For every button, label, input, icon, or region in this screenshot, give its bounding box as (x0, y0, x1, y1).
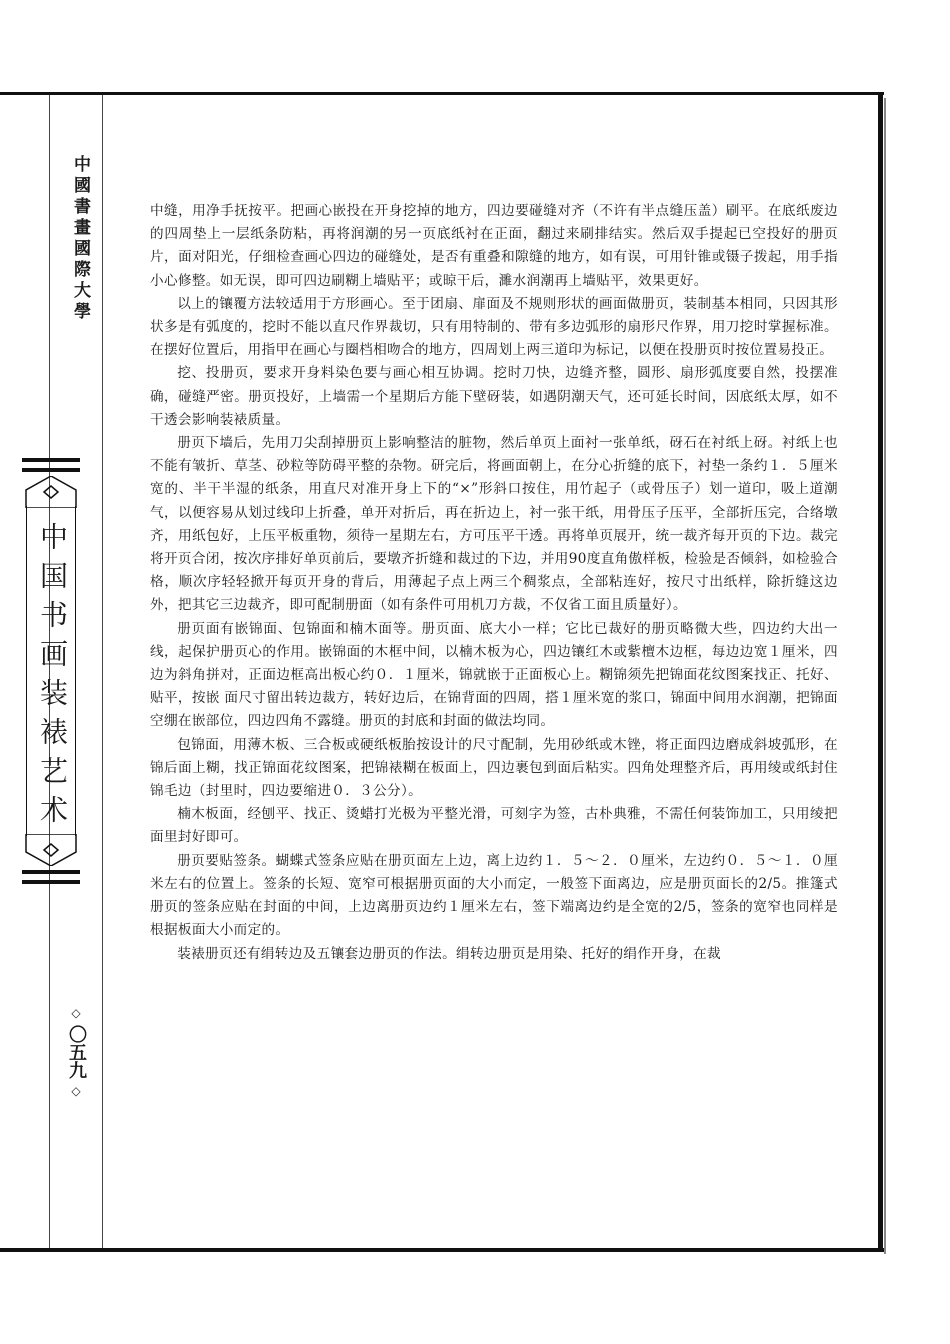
page-frame-right (878, 92, 883, 1252)
title-cap-top (22, 476, 80, 508)
paragraph: 以上的镶覆方法较适用于方形画心。至于团扇、扉面及不规则形状的画面做册页，装制基本相同，只因其形状多是有弧度的，挖时不能以直尺作界裁切，只有用特制的、带有多边弧形的扇形尺作界，用刀挖时掌握标准。在摆好位置后，用指甲在画心与圈档相吻合的地方，四周划上两三道印为标记，以便在投册页时按位置易投正。 (150, 295, 838, 359)
title-bar-top (22, 458, 80, 462)
title-bar-bottom-inner (22, 870, 80, 874)
sidebar-rule-right (102, 95, 103, 1248)
paragraph: 册页下墙后，先用刀尖刮掉册页上影响整洁的脏物，然后单页上面衬一张单纸，砑石在衬纸上砑。衬纸上也不能有皱折、草茎、砂粒等防碍平整的杂物。研完后，将画面朝上，在分心折缝的底下，衬垫一条约１．５厘米宽的、半干半湿的纸条，用直尺对准开身上下的“×”形斜口按住，用竹起子（或骨压子）划一道印，吸上道潮气，以便容易从划过线印上折叠，单开对折后，再在折边上，衬一张干纸，用骨压子压平，全部折压完，合络墩齐，用纸包好，上压平板重物，须待一星期左右，方可压平干透。再将单页展开，统一裁齐每开页的下边。裁完将开页合闭，按次序排好单页前后，要墩齐折缝和裁过的下边，并用90度直角傲样板，检验是否倾斜，如检验合格，顺次序轻轻掀开每页开身的背后，用薄起子点上两三个稠浆点，全部粘连好，按尺寸出纸样，除折缝这边外，把其它三边裁齐，即可配制册面（如有条件可用机刀方裁，不仅省工面且质量好）。 (150, 435, 838, 614)
diamond-ornament-top: ◇ (71, 1006, 81, 1020)
paragraph: 楠木板面，经刨平、找正、烫蜡打光极为平整光滑，可刻字为签，古朴典雅，不需任何装饰加工，只用绫把面里封好即可。 (150, 806, 838, 846)
diamond-ornament-bottom: ◇ (71, 1084, 81, 1098)
body-text (150, 200, 838, 966)
page-frame-shadow (884, 98, 886, 1254)
page-frame-top (0, 92, 884, 95)
paragraph: 包锦面，用薄木板、三合板或硬纸板胎按设计的尺寸配制，先用砂纸或木锉，将正面四边磨成斜坡弧形，在锦后面上糊，找正锦面花纹图案，把锦裱糊在板面上，四边裹包到面后粘实。四角处理整齐后，再用绫或纸封住锦毛边（封里时，四边要缩进０．３公分）。 (150, 736, 838, 800)
paragraph: 挖、投册页，要求开身料染色要与画心相互协调。挖时刀快，边缝齐整，圆形、扇形弧度要自然，投摆准确，碰缝严密。册页投好，上墙需一个星期后方能下壁砑装，如遇阴潮天气，还可延长时间，因底纸太厚，如不干透会影响装裱质量。 (150, 365, 838, 428)
paragraph: 册页面有嵌锦面、包锦面和楠木面等。册页面、底大小一样；它比已裁好的册页略微大些，四边约大出一线，起保护册页心的作用。嵌锦面的木框中间，以楠木板为心，四边镶红木或紫檀木边框，每边边宽１厘米，四边为斜角拼对，正面边框高出板心约０．１厘米，锦就嵌于正面板心上。糊锦须先把锦面花纹图案找正、托好、贴平，按嵌 面尺寸留出转边裁方，转好边后，在锦背面的四周，搭１厘米宽的浆口，锦面中间用水润潮，把锦面空绷在嵌部位，四边四角不露缝。册页的封底和封面的做法均同。 (150, 620, 838, 730)
book-title-block (22, 458, 80, 884)
paragraph: 中缝，用净手抚按平。把画心嵌投在开身挖掉的地方，四边要碰缝对齐（不许有半点缝压盖）刷平。在底纸废边的四周垫上一层纸条防粘，再将润潮的另一页底纸衬在正面，翻过来刷排结实。然后双手提起已空投好的册页片，面对阳光，仔细检查画心四边的碰缝处，是否有重叠和隙缝的地方，如有误，可用针锥或镊子拨起，用手指小心修整。如无误，即可四边刷糊上墙贴平；或晾干后，濉水润潮再上墙贴平，效果更好。 (150, 203, 838, 289)
page-number: 〇五九 (66, 1025, 87, 1079)
title-bar-bottom (22, 880, 80, 884)
title-cap-bottom (22, 834, 80, 866)
paragraph: 装裱册页还有绢转边及五镶套边册页的作法。绢转边册页是用染、托好的绢作开身，在裁 (177, 945, 721, 962)
university-name: 中國書畫國際大學 (70, 155, 90, 323)
book-title: 中国书画装裱艺术 (36, 522, 69, 834)
paragraph: 册页要贴签条。蝴蝶式签条应贴在册页面左上边，离上边约１．５～２．０厘米，左边约０．５～１．０厘米左右的位置上。签条的长短、宽窄可根据册页面的大小而定，一般签下面离边，应是册页面长的2/5。推篷式册页的签条应贴在封面的中间，上边离册页边约１厘米左右，签下端离边约是全宽的2/5，签条的宽窄也同样是根据板面大小而定的。 (150, 852, 838, 939)
title-bar-top-inner (22, 468, 80, 472)
page-number-block (60, 1005, 92, 1099)
page-frame-bottom (0, 1248, 884, 1252)
